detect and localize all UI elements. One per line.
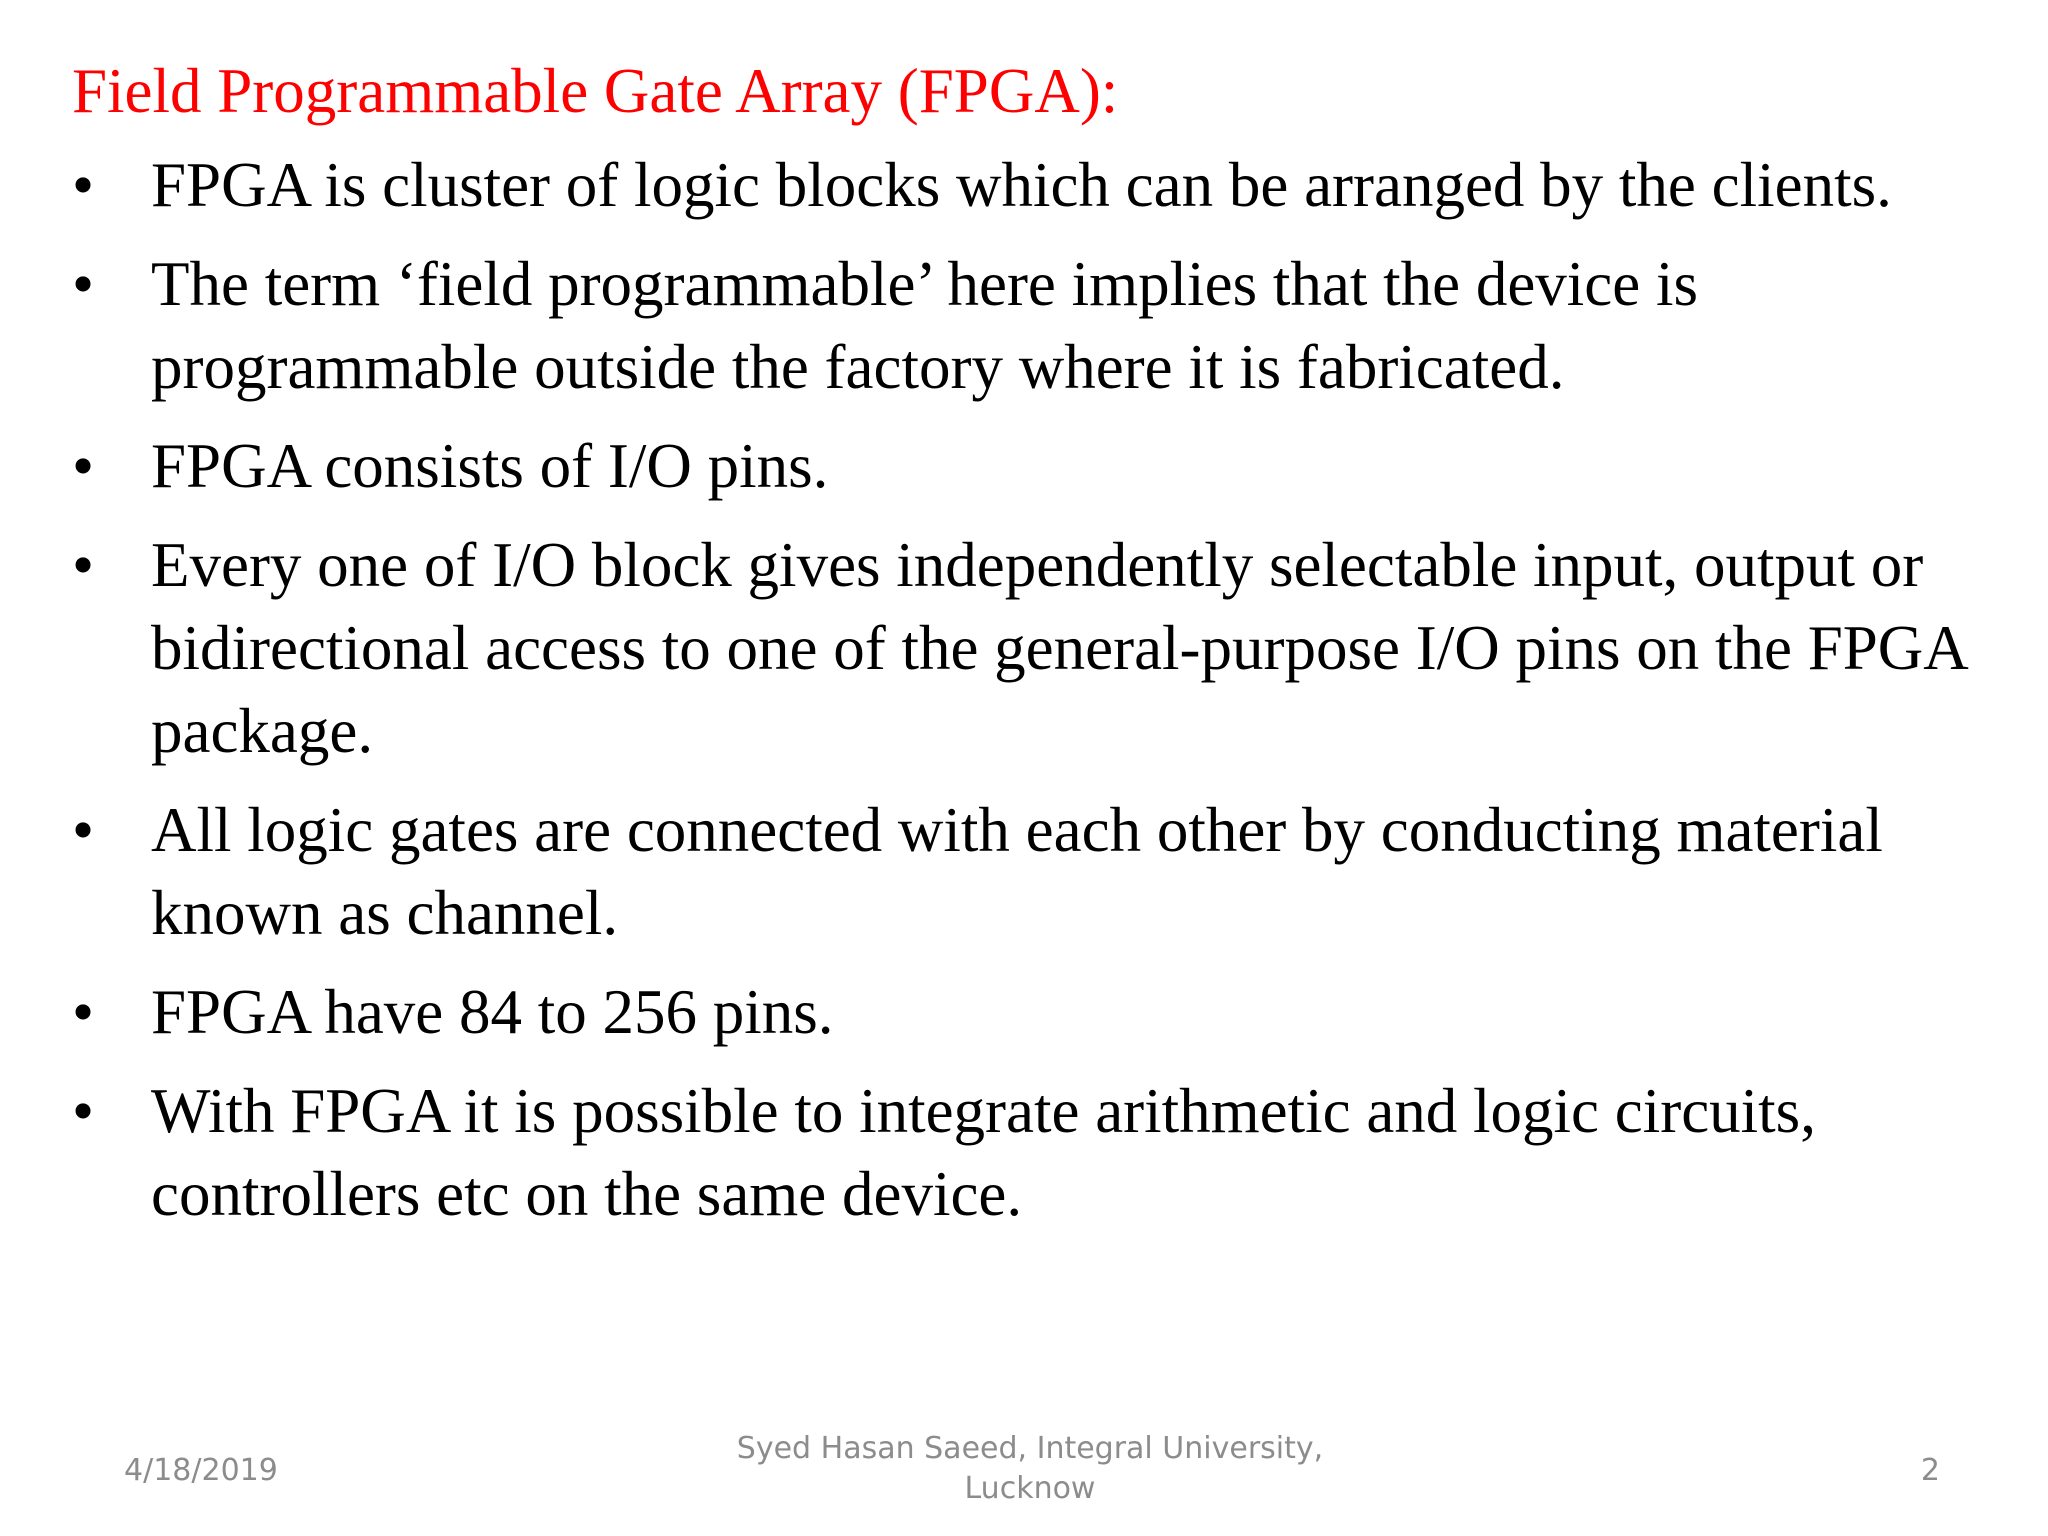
bullet-dot-icon: • <box>72 530 95 600</box>
bullet-text: FPGA consists of I/O pins. <box>151 431 829 501</box>
bullet-text: All logic gates are connected with each other by conducting material known as channel. <box>151 795 1883 948</box>
bullet-text: FPGA have 84 to 256 pins. <box>151 977 834 1047</box>
bullet-item <box>72 971 2022 1054</box>
bullet-item <box>72 243 2022 409</box>
bullet-item <box>72 524 2022 773</box>
bullet-text: The term ‘field programmable’ here implies that the device is programmable outside the factory where it is fabricated. <box>151 249 1698 402</box>
bullet-text: FPGA is cluster of logic blocks which can be arranged by the clients. <box>151 150 1892 220</box>
bullet-dot-icon: • <box>72 431 95 501</box>
bullet-dot-icon: • <box>72 150 95 220</box>
footer-date: 4/18/2019 <box>124 1453 278 1488</box>
bullet-text: With FPGA it is possible to integrate arithmetic and logic circuits, controllers etc on the same device. <box>151 1076 1816 1229</box>
footer-author-line: Lucknow <box>964 1471 1096 1506</box>
bullet-item <box>72 789 2022 955</box>
bullet-dot-icon: • <box>72 1076 95 1146</box>
bullet-dot-icon: • <box>72 977 95 1047</box>
slide-title: Field Programmable Gate Array (FPGA): <box>72 56 1119 126</box>
footer-author <box>700 1429 1360 1509</box>
page-number: 2 <box>1920 1453 1940 1488</box>
bullet-item <box>72 144 2022 227</box>
bullet-list <box>72 144 2022 1252</box>
bullet-dot-icon: • <box>72 795 95 865</box>
bullet-dot-icon: • <box>72 249 95 319</box>
footer-author-line: Syed Hasan Saeed, Integral University, <box>736 1431 1324 1466</box>
bullet-item <box>72 425 2022 508</box>
bullet-item <box>72 1070 2022 1236</box>
bullet-text: Every one of I/O block gives independently selectable input, output or bidirectional access to one of the general-purpose I/O pins on the FPGA package. <box>151 530 1966 766</box>
